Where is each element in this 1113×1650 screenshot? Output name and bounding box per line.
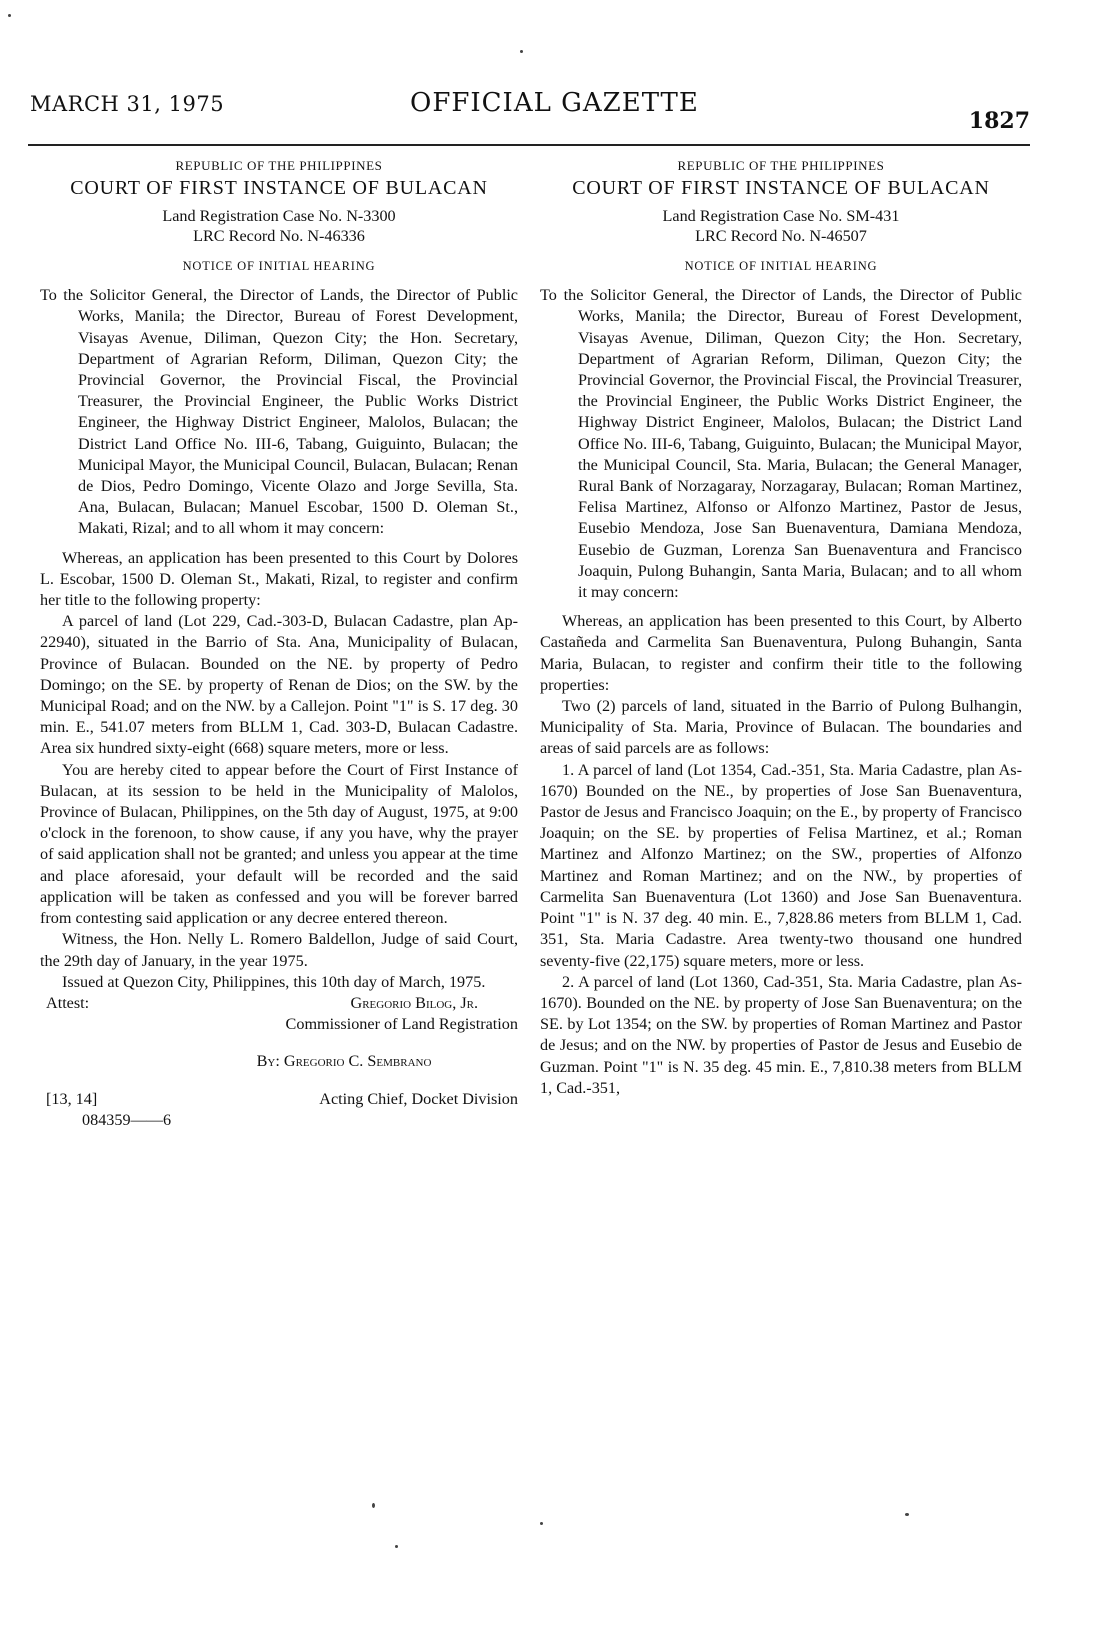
parcel-paragraph: A parcel of land (Lot 229, Cad.-303-D, Bulacan Cadastre, plan Ap-22940), situated in the Barrio of Sta. Ana, Municipality of Bulacan, Province of Bulacan. Bounded on the NE. by property of Pedro Domingo; on the SE. by property of Renan de Dios; on the SW. by the Municipal Road; and on the NW. by a Callejon. Point "1" is S. 17 deg. 30 min. E., 541.07 meters from BLLM 1, Cad. 303-D, Bulacan Cadastre. Area six hundred sixty-eight (668) square meters, more or less. [40, 612, 518, 758]
scan-speck [905, 1513, 909, 1516]
scan-speck [395, 1545, 398, 1548]
scan-speck [520, 50, 523, 53]
record-number: LRC Record No. N-46507 [695, 227, 867, 245]
left-notice [40, 158, 518, 1131]
scan-speck [8, 14, 11, 17]
page-header [30, 86, 1030, 134]
issue-ref-row [40, 1089, 518, 1110]
document-code: 084359——6 [82, 1110, 172, 1129]
attest-row [40, 993, 518, 1014]
issue-reference: [13, 14] [46, 1089, 98, 1108]
by-line: By: Gregorio C. Sembrano [256, 1052, 432, 1071]
record-number: LRC Record No. N-46336 [193, 227, 365, 245]
republic-heading: REPUBLIC OF THE PHILIPPINES [175, 158, 383, 173]
by-title: Acting Chief, Docket Division [319, 1089, 518, 1108]
cited-paragraph: You are hereby cited to appear before the Court of First Instance of Bulacan, at its session to be held in the Municipality of Malolos, Province of Bulacan, Philippines, on the 5th day of August, 1975, at 9:00 o'clock in the forenoon, to show cause, if any you have, why the prayer of said application shall not be granted; and unless you appear at the time and place aforesaid, your default will be recorded and the said application will be taken as confessed and you will be forever barred from contesting said application or any decree entered thereon. [40, 760, 518, 928]
parcel-2-paragraph: 2. A parcel of land (Lot 1360, Cad-351, Sta. Maria Cadastre, plan As-1670). Bounded on the NE. by property of Jose San Buenaventura; on the SE. by Lot 1354; on the SW. by properties of Roman Martinez and Pastor de Jesus; and on the NW. by properties of Pastor de Jesus and Eusebio de Guzman. Point "1" is N. 35 deg. 45 min. E., 7,810.38 meters from BLLM 1, Cad.-351, [540, 972, 1022, 1097]
header-rule [28, 144, 1030, 146]
scan-speck [372, 1503, 375, 1508]
two-parcels-paragraph: Two (2) parcels of land, situated in the Barrio of Pulong Bulhangin, Municipality of Sta. Maria, Province of Bulacan. The boundaries and areas of said parcels are as follows: [540, 697, 1022, 758]
court-heading: COURT OF FIRST INSTANCE OF BULACAN [572, 177, 990, 199]
parcel-1-paragraph: 1. A parcel of land (Lot 1354, Cad.-351, Sta. Maria Cadastre, plan As-1670) Bounded on the NE., by properties of Jose San Buenaventura, Pastor de Jesus and Francisco Joaquin; on the E., by property of Francisco Joaquin; on the SE. by properties of Felisa Martinez, et al.; Roman Martinez and Alfonzo Martinez; on the SW., properties of Alfonzo Martinez and Roman Martinez; and on the NW., by properties of Carmelita San Buenaventura (Lot 1360) and Jose San Buenaventura. Point "1" is N. 37 deg. 40 min. E., 7,828.86 meters from BLLM 1, Cad. 351, Sta. Maria Cadastre. Area twenty-two thousand one hundred seventy-five (22,175) square meters, more or less. [540, 760, 1022, 970]
page-number: 1827 [968, 108, 1030, 134]
attest-label: Attest: [46, 993, 90, 1012]
republic-heading: REPUBLIC OF THE PHILIPPINES [677, 158, 885, 173]
witness-paragraph: Witness, the Hon. Nelly L. Romero Baldellon, Judge of said Court, the 29th day of January, in the year 1975. [40, 930, 518, 970]
case-number: Land Registration Case No. SM-431 [662, 207, 900, 225]
notice-title: NOTICE OF INITIAL HEARING [684, 259, 878, 273]
court-heading: COURT OF FIRST INSTANCE OF BULACAN [70, 177, 488, 199]
signatory-name: Gregorio Bilog, Jr. [350, 993, 478, 1012]
notice-title: NOTICE OF INITIAL HEARING [182, 259, 376, 273]
case-number: Land Registration Case No. N-3300 [162, 207, 396, 225]
addressees-paragraph: To the Solicitor General, the Director of Lands, the Director of Public Works, Manila; the Director, Bureau of Forest Development, Visayas Avenue, Diliman, Quezon City; the Hon. Secretary, Department of Agrarian Reform, Diliman, Quezon City; the Provincial Governor, the Provincial Fiscal, the Provincial Treasurer, the Provincial Engineer, the Public Works District Engineer, the Highway District Engineer, Malolos, Bulacan; the District Land Office No. III-6, Tabang, Guiguinto, Bulacan; the Municipal Mayor, the Municipal Council, Sta. Maria, Bulacan; the General Manager, Rural Bank of Norzagaray, Norzagaray, Bulacan; Roman Martinez, Felisa Martinez, Alfonso or Alfonzo Martinez, Pastor de Jesus, Eusebio Mendoza, Jose San Buenaventura, Damiana Mendoza, Eusebio de Guzman, Lorenza San Buenaventura and Francisco Joaquin, Pulong Buhangin, Santa Maria, Bulacan; and to all whom it may concern: [540, 286, 1022, 602]
whereas-paragraph: Whereas, an application has been presented to this Court by Dolores L. Escobar, 1500 D. Oleman St., Makati, Rizal, to register and confirm her title to the following property: [40, 548, 518, 610]
whereas-paragraph: Whereas, an application has been presented to this Court, by Alberto Castañeda and Carmelita San Buenaventura, Pulong Buhangin, Santa Maria, Bulacan, to register and confirm their title to the following properties: [540, 612, 1022, 694]
right-notice [540, 158, 1022, 1099]
addressees-paragraph: To the Solicitor General, the Director of Lands, the Director of Public Works, Manila; the Director, Bureau of Forest Development, Visayas Avenue, Diliman, Quezon City; the Hon. Secretary, Department of Agrarian Reform, Diliman, Quezon City; the Provincial Governor, the Provincial Fiscal, the Provincial Treasurer, the Provincial Engineer, the Public Works District Engineer, the Highway District Engineer, Malolos, Bulacan; the District Land Office No. III-6, Tabang, Guiguinto, Bulacan; the Municipal Mayor, the Municipal Council, Bulacan, Bulacan; Renan de Dios, Pedro Domingo, Vicente Olazo and Jorge Sevilla, Sta. Ana, Bulacan, Bulacan; Manuel Escobar, 1500 D. Oleman St., Makati, Rizal; and to all whom it may concern: [40, 286, 518, 538]
signatory-title: Commissioner of Land Registration [285, 1014, 518, 1033]
issued-paragraph: Issued at Quezon City, Philippines, this 10th day of March, 1975. [62, 972, 486, 991]
scan-speck [540, 1522, 543, 1525]
issue-date: MARCH 31, 1975 [30, 92, 225, 116]
publication-title: OFFICIAL GAZETTE [410, 88, 699, 118]
